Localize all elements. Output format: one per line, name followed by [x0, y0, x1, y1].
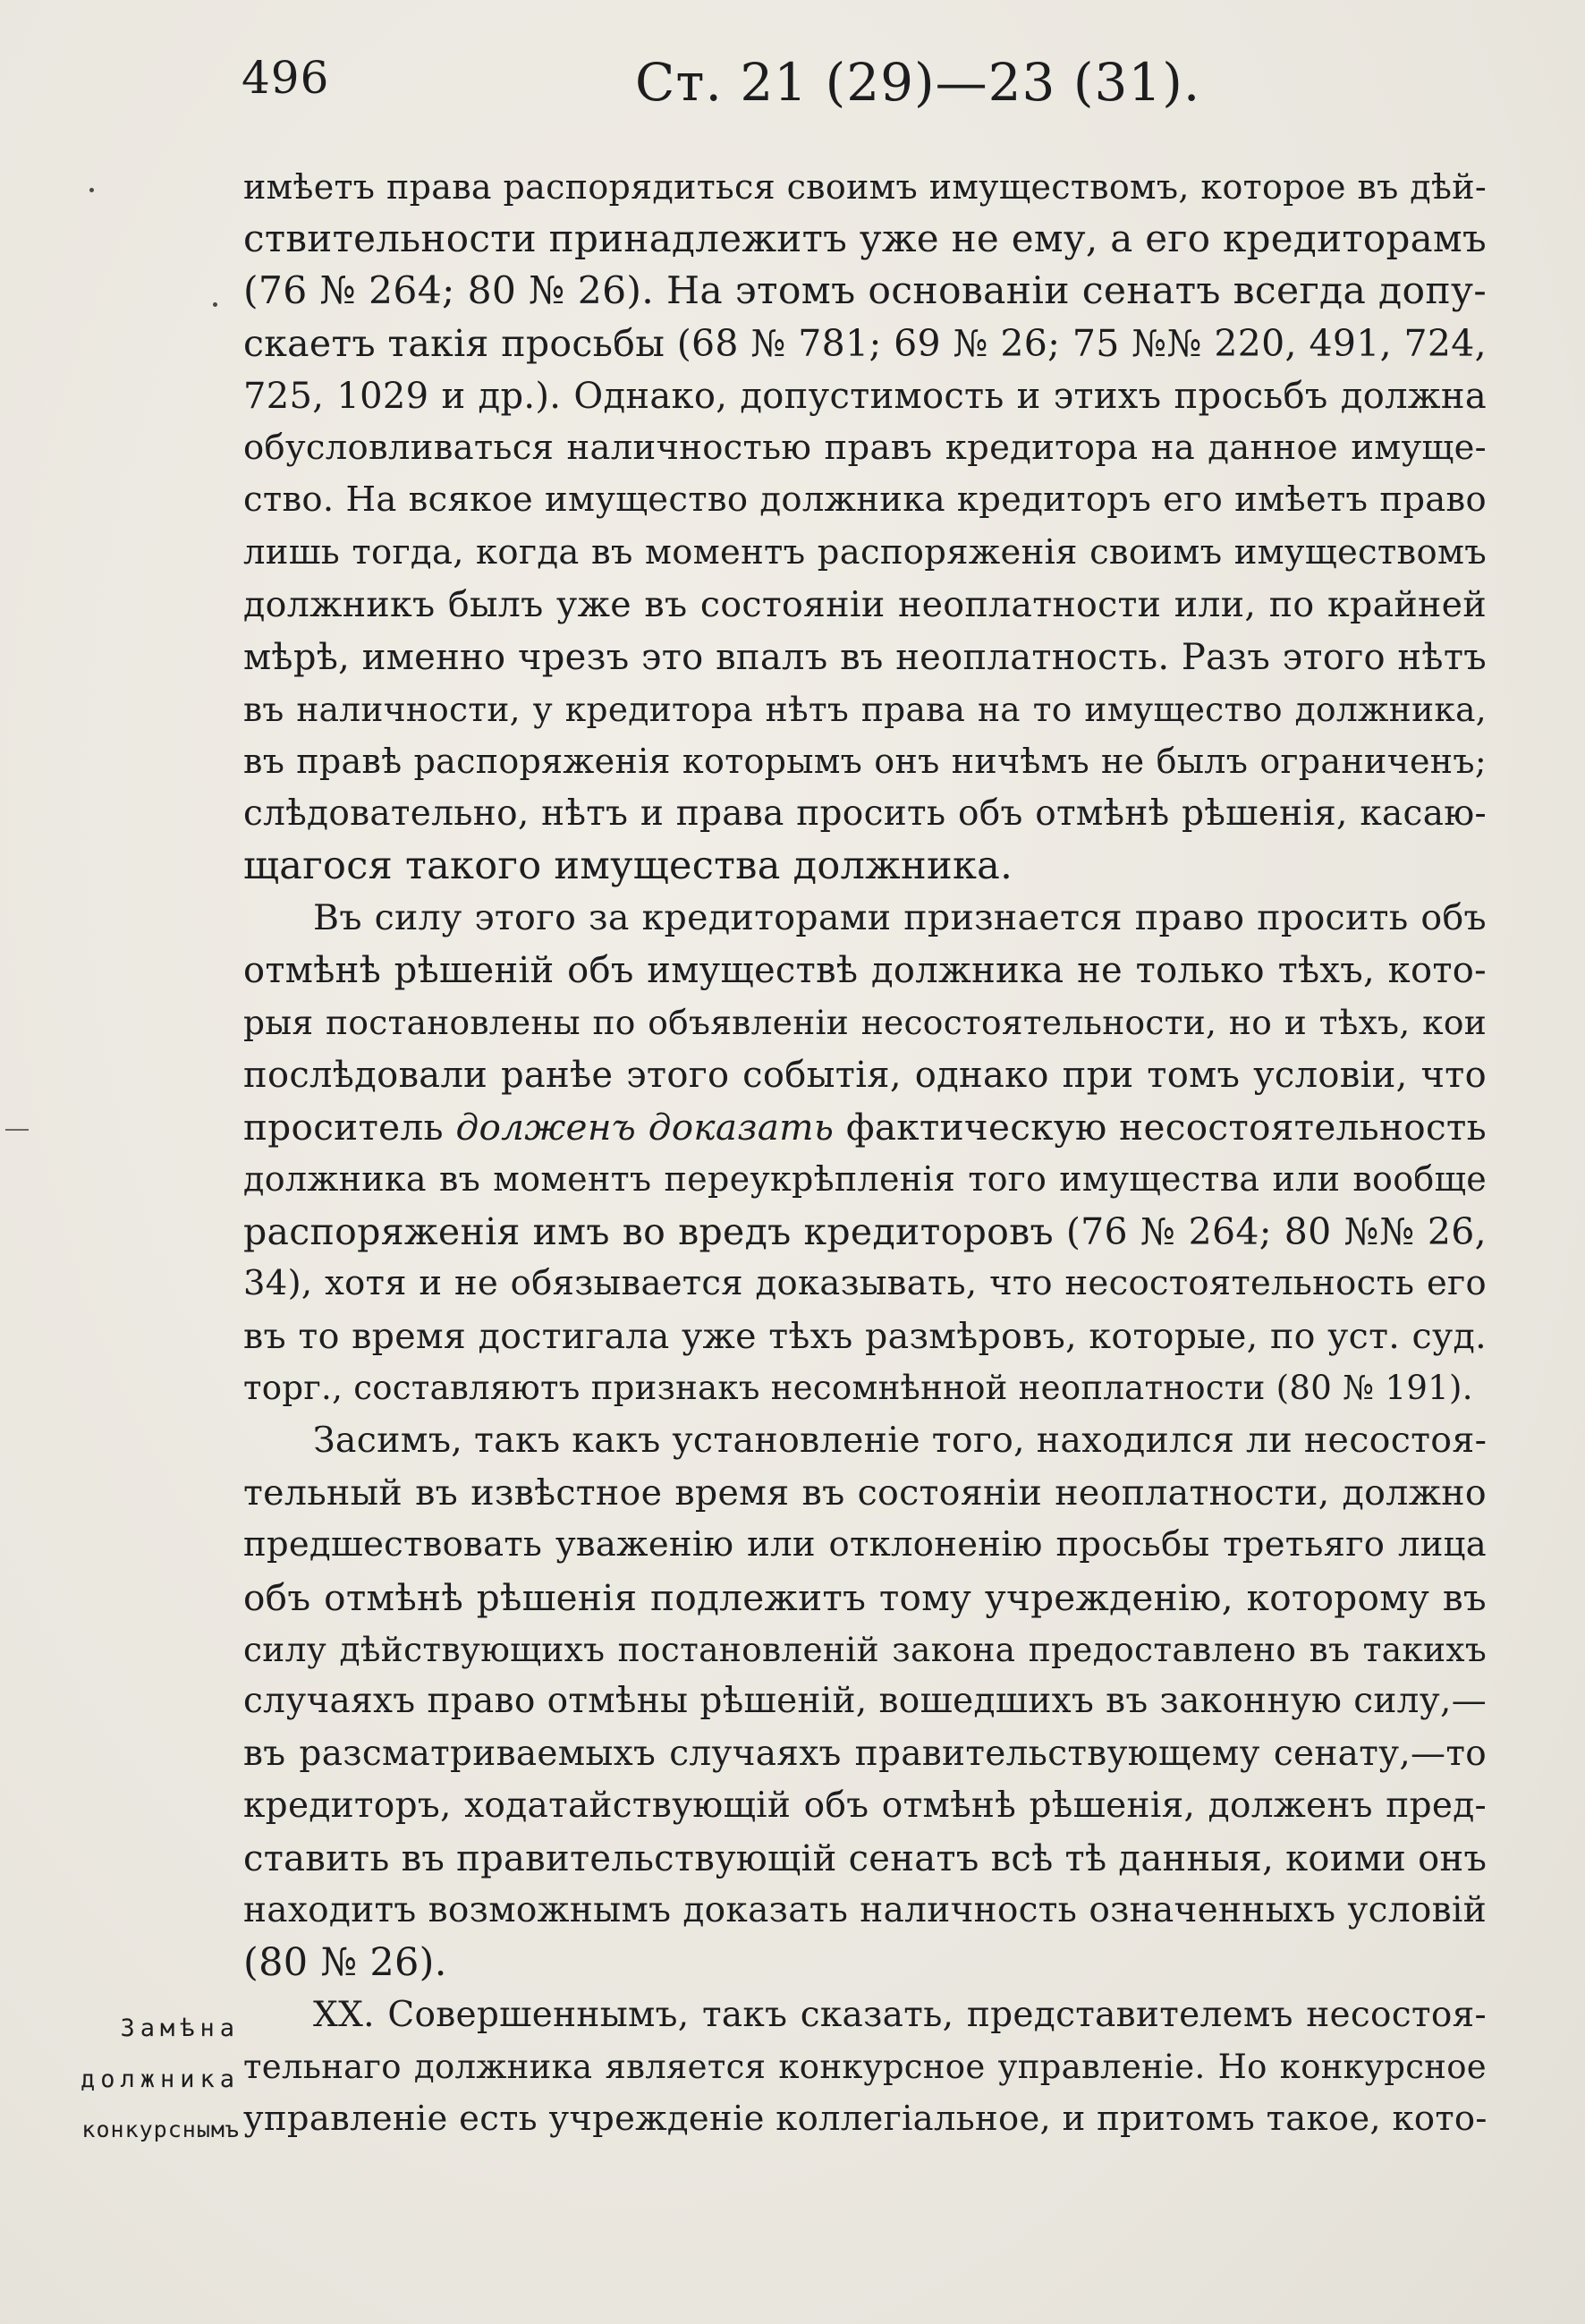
- text-line: отмѣнѣ рѣшеній объ имуществѣ должника не только тѣхъ, кото-: [243, 949, 1487, 991]
- text-line: рыя постановлены по объявленіи несостоятельности, но и тѣхъ, кои: [243, 1003, 1487, 1043]
- text-line: ствительности принадлежитъ уже не ему, а его кредиторамъ: [243, 216, 1487, 261]
- text-line: обусловливаться наличностью правъ кредитора на данное имуще-: [243, 427, 1487, 468]
- text-line: силу дѣйствующихъ постановленій закона предоставлено въ такихъ: [243, 1629, 1487, 1669]
- text-line: XX. Совершеннымъ, такъ сказать, представителемъ несостоя-: [313, 1994, 1487, 2035]
- text-run: проситель: [243, 1106, 444, 1149]
- text-line: ставить въ правительствующій сенатъ всѣ тѣ данныя, коими онъ: [243, 1837, 1488, 1879]
- text-line: ство. На всякое имущество должника кредиторъ его имѣетъ право: [243, 479, 1487, 521]
- text-line: имѣетъ права распорядиться своимъ имуществомъ, которое въ дѣй-: [243, 167, 1487, 207]
- text-line: (80 № 26).: [243, 1940, 447, 1986]
- margin-rule: [5, 1129, 29, 1131]
- text-line: Засимъ, такъ какъ установленіе того, находился ли несостоя-: [313, 1420, 1488, 1462]
- text-line: управленіе есть учрежденіе коллегіальное, и притомъ такое, кото-: [243, 2099, 1488, 2140]
- emphasis-text: долженъ доказать: [455, 1106, 835, 1149]
- text-line: [243, 1101, 1487, 1153]
- text-line: въ наличности, у кредитора нѣтъ права на то имущество должника,: [243, 689, 1487, 729]
- text-line: слѣдовательно, нѣтъ и права просить объ отмѣнѣ рѣшенія, касаю-: [243, 793, 1487, 834]
- text-line: предшествовать уваженію или отклоненію просьбы третьяго лица: [243, 1524, 1487, 1565]
- text-line: (76 № 264; 80 № 26). На этомъ основаніи сенатъ всегда допу-: [243, 268, 1487, 313]
- text-line: торг., составляютъ признакъ несомнѣнной неоплатности (80 № 191).: [243, 1368, 1473, 1407]
- page-speck: [89, 188, 94, 192]
- text-line: должникъ былъ уже въ состояніи неоплатности или, по крайней: [243, 584, 1487, 626]
- running-head: Ст. 21 (29)—23 (31).: [635, 52, 1201, 113]
- text-line: тельный въ извѣстное время въ состояніи неоплатности, должно: [243, 1472, 1487, 1514]
- text-line: 34), хотя и не обязывается доказывать, что несостоятельность его: [243, 1263, 1487, 1304]
- margin-note-line: Замѣна: [120, 2014, 240, 2042]
- text-line: находитъ возможнымъ доказать наличность означенныхъ условій: [243, 1889, 1487, 1930]
- main-text: [243, 161, 1487, 2146]
- text-line: распоряженія имъ во вредъ кредиторовъ (76 № 264; 80 №№ 26,: [243, 1209, 1487, 1253]
- text-line: должника въ моментъ переукрѣпленія того имущества или вообще: [243, 1159, 1487, 1200]
- text-line: въ правѣ распоряженія которымъ онъ ничѣмъ не былъ ограниченъ;: [243, 742, 1487, 782]
- text-line: кредиторъ, ходатайствующій объ отмѣнѣ рѣшенія, долженъ пред-: [243, 1785, 1487, 1827]
- text-line: случаяхъ право отмѣны рѣшеній, вошедшихъ въ законную силу,—: [243, 1681, 1487, 1722]
- text-line: послѣдовали ранѣе этого событія, однако при томъ условіи, что: [243, 1054, 1487, 1096]
- text-line: объ отмѣнѣ рѣшенія подлежитъ тому учрежденію, которому въ: [243, 1575, 1487, 1619]
- text-line: Въ силу этого за кредиторами признается право просить объ: [313, 897, 1487, 939]
- text-line: 725, 1029 и др.). Однако, допустимость и этихъ просьбъ должна: [243, 375, 1487, 417]
- text-line: мѣрѣ, именно чрезъ это впалъ въ неоплатность. Разъ этого нѣтъ: [243, 636, 1487, 678]
- page-speck: [213, 302, 217, 307]
- text-line: въ то время достигала уже тѣхъ размѣровъ, которые, по уст. суд.: [243, 1315, 1487, 1357]
- text-line: скаетъ такія просьбы (68 № 781; 69 № 26; 75 №№ 220, 491, 724,: [243, 322, 1487, 366]
- page-number: 496: [242, 52, 330, 104]
- margin-note-line: должника: [80, 2065, 240, 2093]
- text-line: лишь тогда, когда въ моментъ распоряженія своимъ имуществомъ: [243, 531, 1487, 573]
- text-line: тельнаго должника является конкурсное управленіе. Но конкурсное: [243, 2048, 1487, 2087]
- text-run: фактическую несостоятельность: [845, 1106, 1487, 1149]
- margin-note-line: конкурснымъ: [81, 2116, 240, 2142]
- text-line: щагося такого имущества должника.: [243, 844, 1013, 889]
- text-line: въ разсматриваемыхъ случаяхъ правительствующему сенату,—то: [243, 1733, 1487, 1774]
